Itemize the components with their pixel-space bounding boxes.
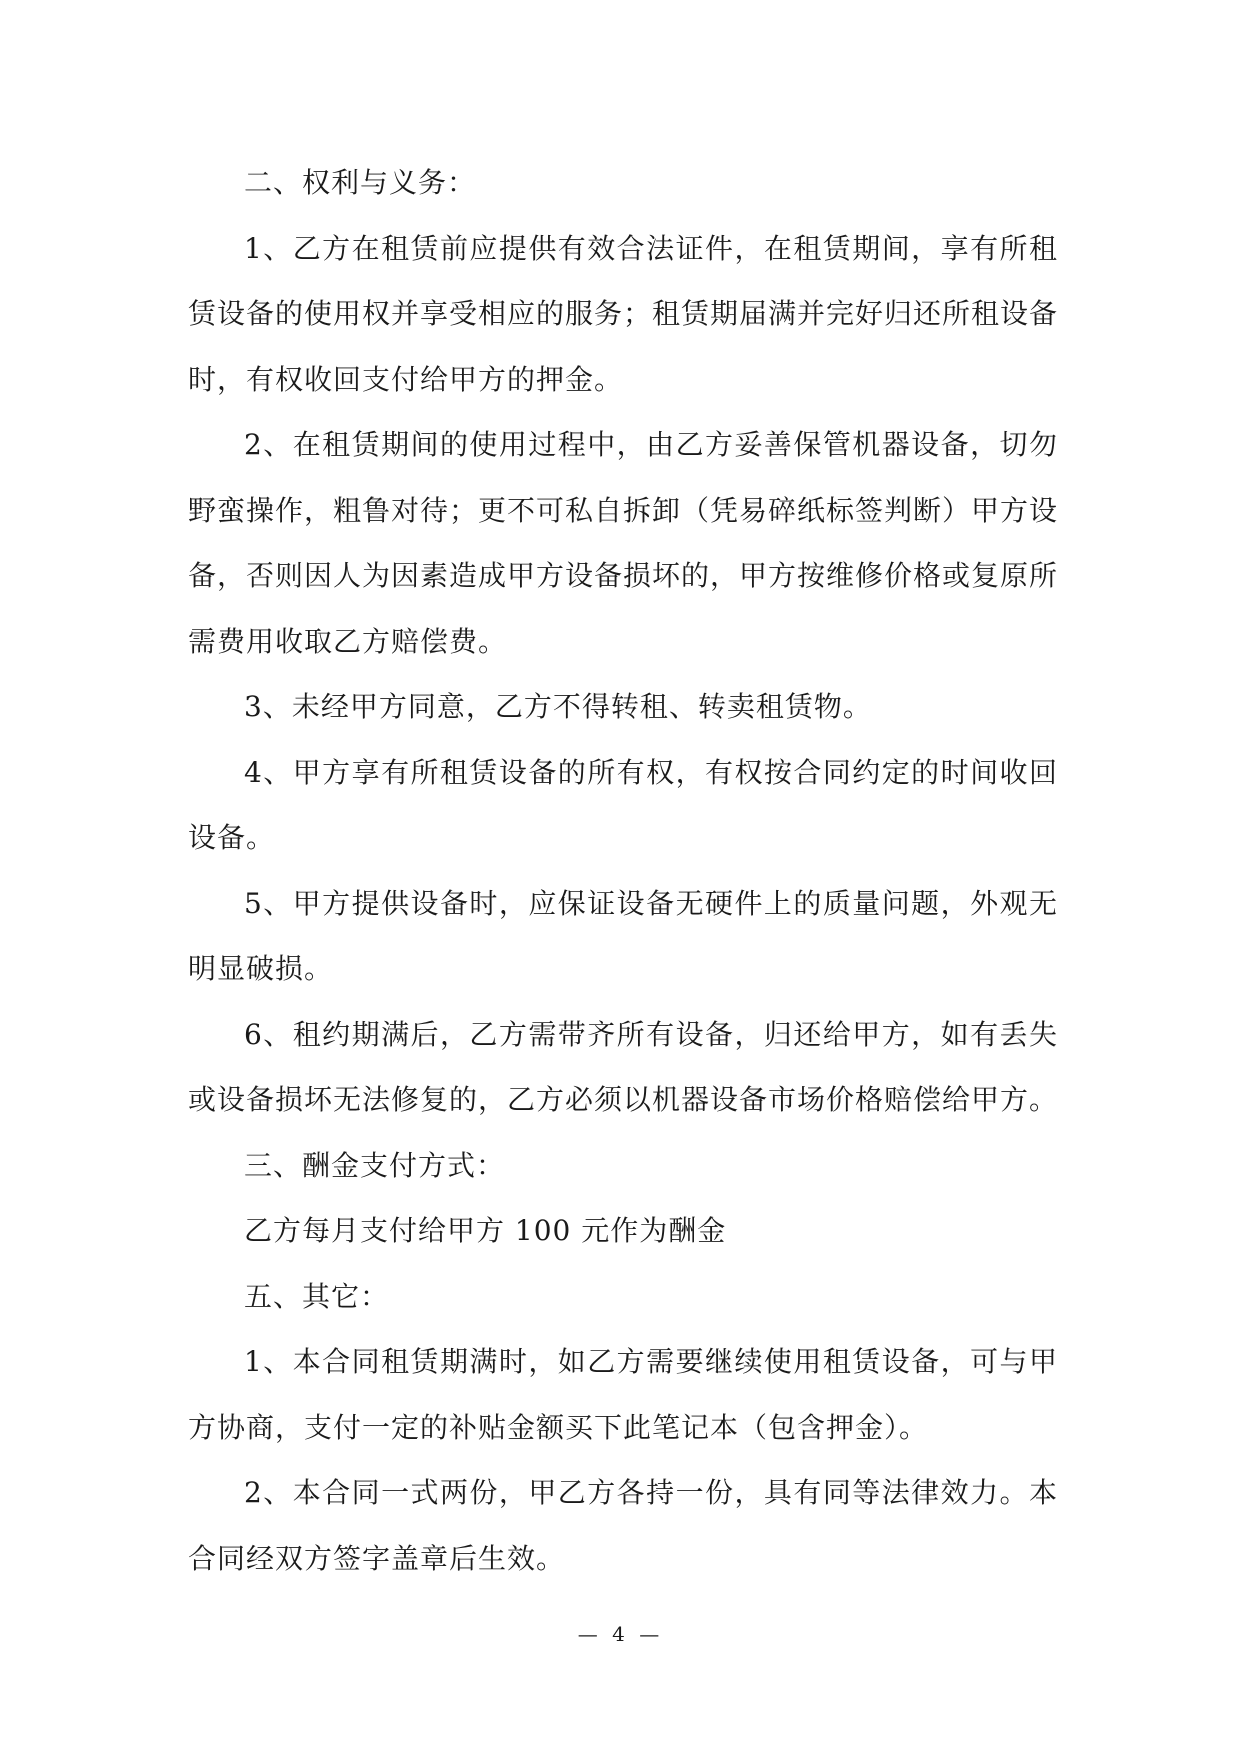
document-body (188, 150, 1058, 1591)
clause-rights-4: 4、甲方享有所租赁设备的所有权，有权按合同约定的时间收回设备。 (188, 755, 1058, 854)
section-heading-payment: 三、酬金支付方式： (244, 1148, 506, 1182)
clause-rights-2: 2、在租赁期间的使用过程中，由乙方妥善保管机器设备，切勿野蛮操作，粗鲁对待；更不可私自拆卸（凭易碎纸标签判断）甲方设备，否则因人为因素造成甲方设备损坏的，甲方按维修价格或复原所需费用收取乙方赔偿费。 (188, 428, 1059, 658)
clause-rights-3: 3、未经甲方同意，乙方不得转租、转卖租赁物。 (244, 690, 872, 723)
clause-other-1: 1、本合同租赁期满时，如乙方需要继续使用租赁设备，可与甲方协商，支付一定的补贴金额买下此笔记本（包含押金）。 (188, 1345, 1058, 1444)
payment-clause: 乙方每月支付给甲方 100 元作为酬金 (244, 1214, 727, 1247)
section-heading-rights: 二、权利与义务： (244, 166, 477, 199)
clause-rights-1: 1、乙方在租赁前应提供有效合法证件，在租赁期间，享有所租赁设备的使用权并享受相应的服务；租赁期届满并完好归还所租设备时，有权收回支付给甲方的押金。 (188, 231, 1059, 396)
clause-other-2: 2、本合同一式两份，甲乙方各持一份，具有同等法律效力。本合同经双方签字盖章后生效。 (188, 1476, 1058, 1575)
page-number: — 4 — (577, 1622, 664, 1646)
clause-rights-5: 5、甲方提供设备时，应保证设备无硬件上的质量问题，外观无明显破损。 (188, 886, 1058, 985)
section-heading-other: 五、其它： (244, 1279, 390, 1313)
clause-rights-6: 6、租约期满后，乙方需带齐所有设备，归还给甲方，如有丢失或设备损坏无法修复的，乙方必须以机器设备市场价格赔偿给甲方。 (188, 1017, 1059, 1116)
